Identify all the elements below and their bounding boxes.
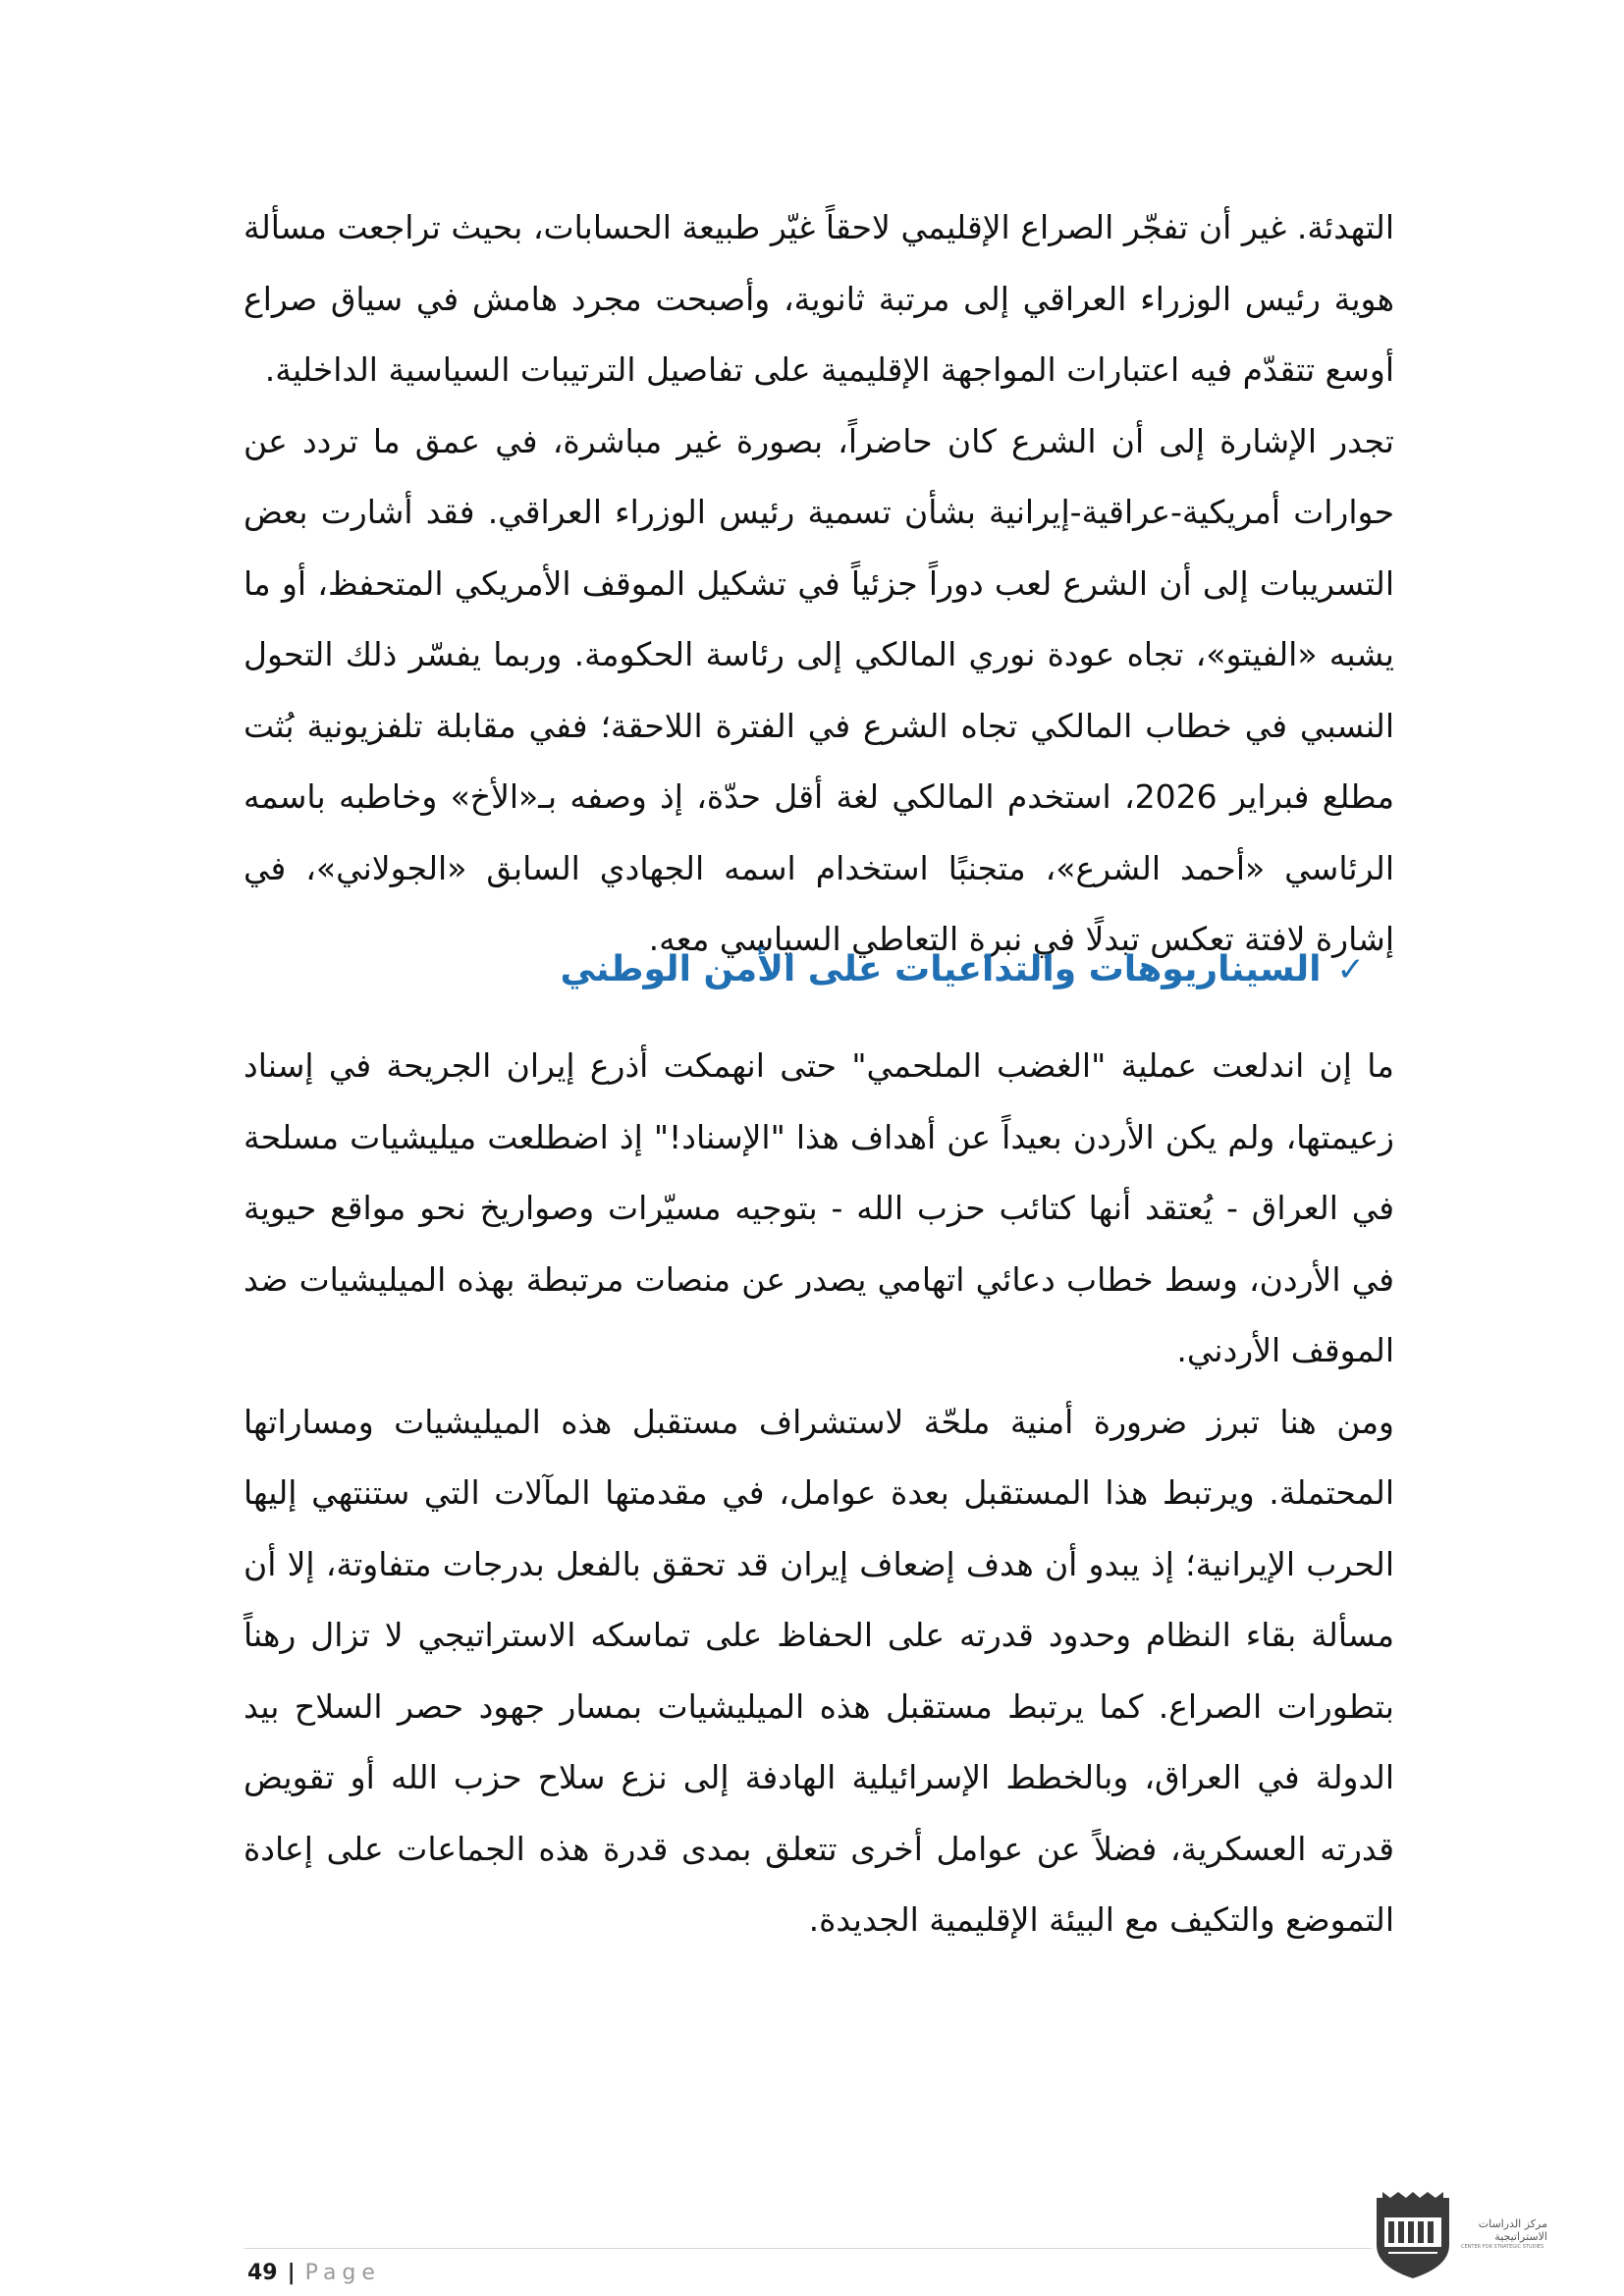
page-label: Page [304,2260,381,2285]
footer-separator: | [287,2260,296,2285]
top-text-block [244,192,1394,976]
logo-line-1: مركز الدراسات [1478,2217,1547,2230]
checkmark-icon: ✓ [1336,950,1365,989]
section-heading [244,940,1365,999]
logo-line-3: CENTER FOR STRATEGIC STUDIES [1461,2244,1544,2250]
section-heading-text: السيناريوهات والتداعيات على الأمن الوطني [560,949,1322,989]
logo-text [1461,2217,1547,2251]
bottom-text-block [244,1031,1394,1956]
footer-divider [244,2248,1373,2249]
logo-line-2: الاستراتيجية [1494,2230,1547,2243]
paragraph-1: التهدئة. غير أن تفجّر الصراع الإقليمي لاحقاً غيّر طبيعة الحسابات، بحيث تراجعت مسألة هوية رئيس الوزراء العراقي إلى مرتبة ثانوية، وأصبحت مجرد هامش في سياق صراع أوسع تتقدّم فيه اعتبارات المواجهة الإقليمية على تفاصيل الترتيبات السياسية الداخلية. [244,208,1394,389]
paragraph-3: ما إن اندلعت عملية "الغضب الملحمي" حتى انهمكت أذرع إيران الجريحة في إسناد زعيمتها، ولم يكن الأردن بعيداً عن أهداف هذا "الإسناد!" إذ اضطلعت ميليشيات مسلحة في العراق - يُعتقد أنها كتائب حزب الله - بتوجيه مسيّرات وصواريخ نحو مواقع حيوية في الأردن، وسط خطاب دعائي اتهامي يصدر عن منصات مرتبطة بهذه الميليشيات ضد الموقف الأردني. [244,1046,1394,1369]
logo-emblem-icon [1373,2188,1453,2280]
paragraph-2: تجدر الإشارة إلى أن الشرع كان حاضراً، بصورة غير مباشرة، في عمق ما تردد عن حوارات أمريكية-عراقية-إيرانية بشأن تسمية رئيس الوزراء العراقي. فقد أشارت بعض التسريبات إلى أن الشرع لعب دوراً جزئياً في تشكيل الموقف الأمريكي المتحفظ، أو ما يشبه «الفيتو»، تجاه عودة نوري المالكي إلى رئاسة الحكومة. وربما يفسّر ذلك التحول النسبي في خطاب المالكي تجاه الشرع في الفترة اللاحقة؛ ففي مقابلة تلفزيونية بُثت مطلع فبراير 2026، استخدم المالكي لغة أقل حدّة، إذ وصفه بـ«الأخ» وخاطبه باسمه الرئاسي «أحمد الشرع»، متجنبًا استخدام اسمه الجهادي السابق «الجولاني»، في إشارة لافتة تعكس تبدلًا في نبرة التعاطي السياسي معه. [244,421,1394,958]
page-footer [247,2256,381,2289]
paragraph-4: ومن هنا تبرز ضرورة أمنية ملحّة لاستشراف مستقبل هذه الميليشيات ومساراتها المحتملة. ويرتبط هذا المستقبل بعدة عوامل، في مقدمتها المآلات التي ستنتهي إليها الحرب الإيرانية؛ إذ يبدو أن هدف إضعاف إيران قد تحقق بالفعل بدرجات متفاوتة، إلا أن مسألة بقاء النظام وحدود قدرته على الحفاظ على تماسكه الاستراتيجي لا تزال رهناً بتطورات الصراع. كما يرتبط مستقبل هذه الميليشيات بمسار جهود حصر السلاح بيد الدولة في العراق، وبالخطط الإسرائيلية الهادفة إلى نزع سلاح حزب الله أو تقويض قدرته العسكرية، فضلاً عن عوامل أخرى تتعلق بمدى قدرة هذه الجماعات على إعادة التموضع والتكيف مع البيئة الإقليمية الجديدة. [244,1402,1394,1939]
center-logo [1373,2185,1598,2283]
page-number: 49 [247,2260,278,2285]
